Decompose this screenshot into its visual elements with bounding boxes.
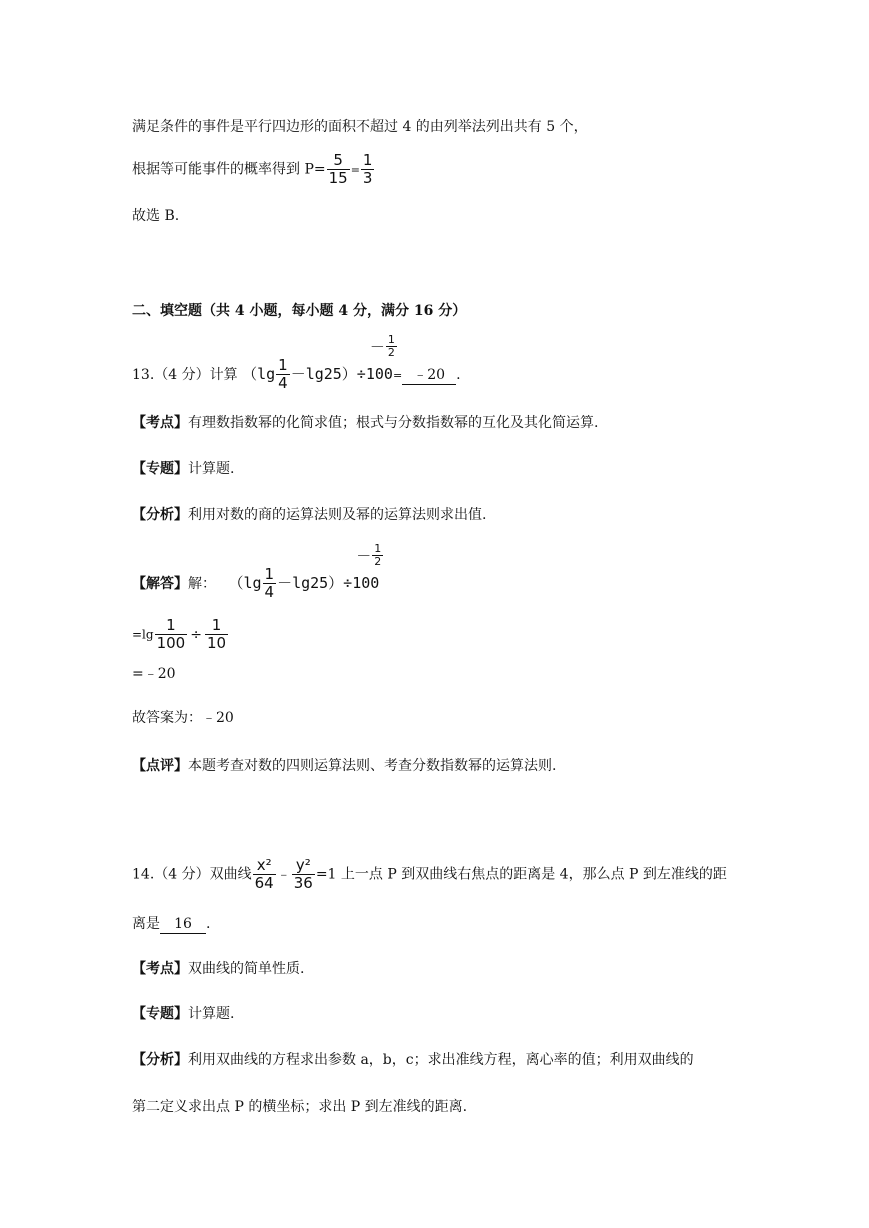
q14-fenxi-line2: 第二定义求出点 P 的横坐标；求出 P 到左准线的距离. <box>132 1099 468 1115</box>
paragraph-choice: 故选 B. <box>132 208 180 224</box>
q13-answer-blank: ﹣20 <box>402 366 456 385</box>
fraction-y2-36: $\frac{\text{y²}}{36}$ <box>293 856 313 892</box>
q13-solution-exponent: － $\frac{1}{2}$ <box>356 542 382 568</box>
fraction-1-3: $\frac{1}{3}$ <box>362 151 373 187</box>
q13-jieda: 【解答】解： （lg $\frac{1}{4}$ －lg25）÷100 － $\frac{1}{2}$ <box>132 566 379 601</box>
fraction-5-15: $\frac{5}{15}$ <box>328 151 348 187</box>
q13-kaodian: 【考点】有理数指数幂的化简求值；根式与分数指数幂的互化及其化简运算. <box>132 415 599 431</box>
q13-expression: （lg $\frac{1}{4}$ －lg25）÷100 － $\frac{1}{2}$ <box>242 365 393 383</box>
question-14: 14.（4 分）双曲线 $\frac{\text{x²}}{64}$ ﹣ $\frac{\text{y²}}{36}$ =1 上一点 P 到双曲线右焦点的距离是 4，那么点 P 到左准线的距 <box>132 856 727 892</box>
q14-fenxi: 【分析】利用双曲线的方程求出参数 a，b，c；求出准线方程，离心率的值；利用双曲线的 <box>132 1052 694 1068</box>
paragraph-probability: 根据等可能事件的概率得到 P= $\frac{5}{15}$ = $\frac{1}{3}$ <box>132 151 373 187</box>
q13-step2: =﹣20 <box>132 666 176 682</box>
q13-answer-line: 故答案为：﹣20 <box>132 710 234 726</box>
q13-dianping: 【点评】本题考查对数的四则运算法则、考查分数指数幂的运算法则. <box>132 758 557 774</box>
q13-exponent: － $\frac{1}{2}$ <box>369 333 395 359</box>
question-14-line2: 离是 16 . <box>132 916 211 932</box>
q13-zhuanti: 【专题】计算题. <box>132 461 235 477</box>
paragraph-event-count: 满足条件的事件是平行四边形的面积不超过 4 的由列举法列出共有 5 个， <box>132 119 588 135</box>
q13-step1: =lg $\frac{1}{100}$ ÷ $\frac{1}{10}$ <box>132 616 227 652</box>
q13-fenxi: 【分析】利用对数的商的运算法则及幂的运算法则求出值. <box>132 507 487 523</box>
fraction-x2-64: $\frac{\text{x²}}{64}$ <box>254 856 274 892</box>
q13-solution-expression: （lg $\frac{1}{4}$ －lg25）÷100 － $\frac{1}{2}$ <box>228 574 379 592</box>
section-title: 二、填空题（共 4 小题，每小题 4 分，满分 16 分） <box>132 303 467 319</box>
question-13: 13.（4 分）计算 （lg $\frac{1}{4}$ －lg25）÷100 － $\frac{1}{2}$ = ﹣20 . <box>132 333 461 392</box>
q14-kaodian: 【考点】双曲线的简单性质. <box>132 961 305 977</box>
q14-answer-blank: 16 <box>160 915 206 934</box>
q14-zhuanti: 【专题】计算题. <box>132 1006 235 1022</box>
